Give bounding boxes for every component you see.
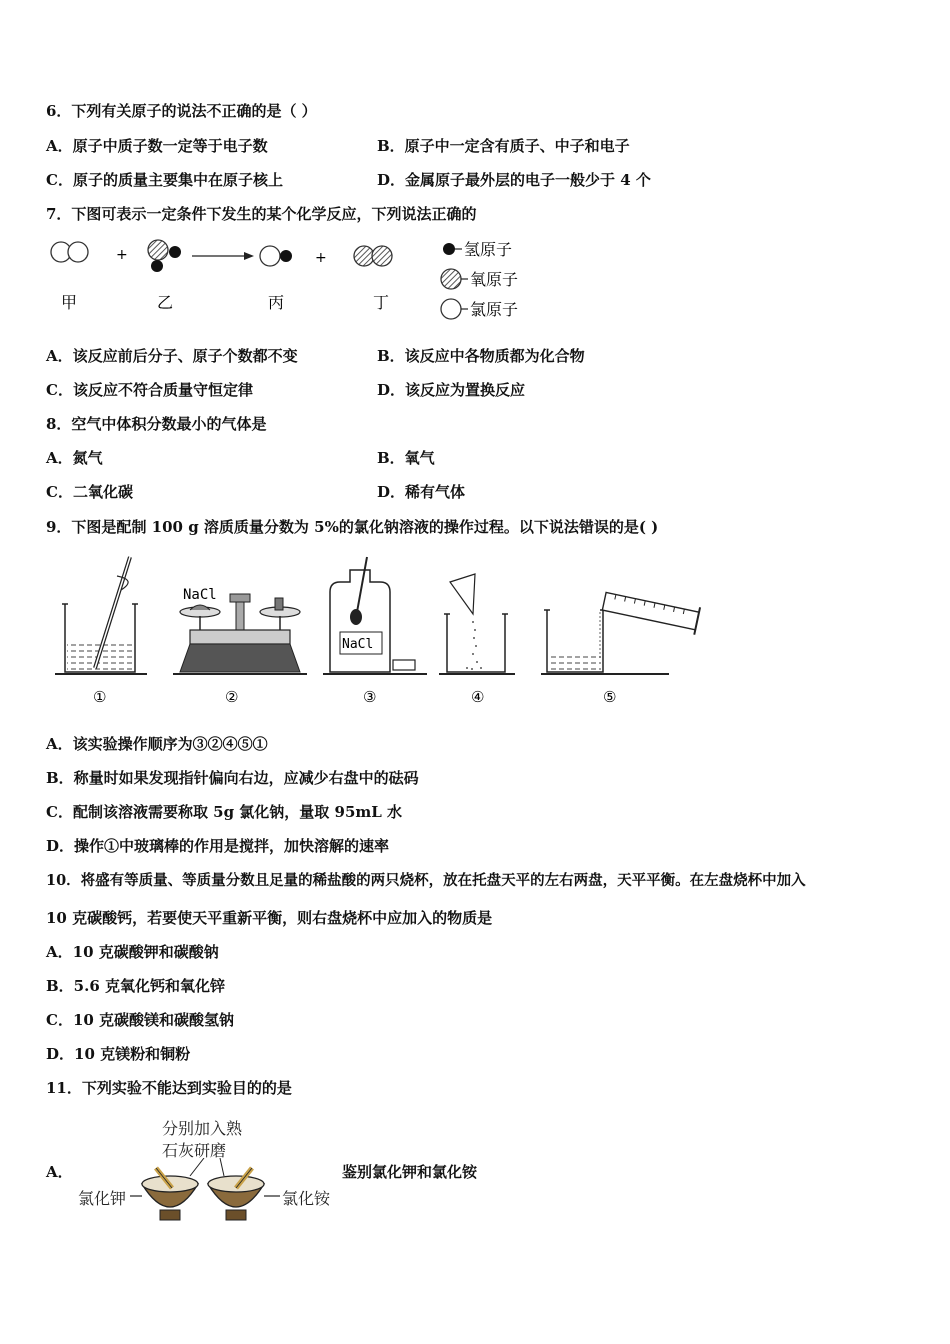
reaction-arrow — [192, 252, 254, 260]
q7-option-c: C．该反应不符合质量守恒定律 — [46, 381, 253, 399]
q8-option-c: C．二氧化碳 — [46, 483, 133, 501]
step2-weighing-balance — [173, 587, 307, 674]
q9-stem: 9．下图是配制 100 g 溶质质量分数为 5%的氯化钠溶液的操作过程。以下说法错误的是( ) — [46, 518, 659, 536]
reaction-diagram — [40, 232, 560, 327]
legend-chlorine — [441, 299, 518, 319]
svg-text:氯原子: 氯原子 — [470, 300, 519, 319]
label-jia: 甲 — [61, 293, 78, 312]
svg-text:氢原子: 氢原子 — [464, 240, 513, 259]
q9-option-d: D．操作①中玻璃棒的作用是搅拌，加快溶解的速率 — [46, 837, 390, 855]
solution-prep-figure — [55, 552, 715, 712]
step-label-5: ⑤ — [603, 688, 617, 706]
nacl-label-bottle: NaCl — [342, 637, 374, 652]
q6-option-d: D．金属原子最外层的电子一般少于 4 个 — [377, 171, 651, 189]
q8-option-d: D．稀有气体 — [377, 483, 466, 501]
q6-stem: 6．下列有关原子的说法不正确的是（ ） — [46, 102, 317, 120]
q10-option-b: B．5.6 克氧化钙和氧化锌 — [46, 977, 225, 995]
step1-dissolve-beaker — [55, 557, 147, 674]
q6-option-b: B．原子中一定含有质子、中子和电子 — [377, 137, 630, 155]
q11-option-a-desc: 鉴别氯化钾和氯化铵 — [342, 1163, 478, 1181]
molecule-bing — [260, 246, 292, 266]
q8-stem: 8．空气中体积分数最小的气体是 — [46, 415, 267, 433]
legend-oxygen — [441, 269, 518, 289]
q11-option-a-label: A． — [46, 1163, 73, 1181]
q11-right-label: 氯化铵 — [282, 1189, 331, 1208]
step3-reagent-bottle — [323, 557, 427, 674]
q11-caption-line1: 分别加入熟 — [162, 1119, 243, 1138]
q9-option-a: A．该实验操作顺序为③②④⑤① — [46, 735, 268, 753]
mortar-figure — [120, 1158, 290, 1230]
label-yi: 乙 — [157, 293, 174, 312]
molecule-yi — [148, 240, 181, 272]
nacl-label-balance: NaCl — [183, 587, 217, 603]
legend-hydrogen — [443, 240, 512, 259]
q7-option-d: D．该反应为置换反应 — [377, 381, 526, 399]
q11-left-label: 氯化钾 — [78, 1189, 127, 1208]
step-label-1: ① — [93, 688, 107, 706]
mortar-left — [142, 1168, 198, 1220]
q11-stem: 11．下列实验不能达到实验目的的是 — [46, 1079, 292, 1097]
step-label-2: ② — [225, 688, 239, 706]
mortar-right — [208, 1168, 264, 1220]
q10-stem-line1: 10．将盛有等质量、等质量分数且足量的稀盐酸的两只烧杯，放在托盘天平的左右两盘，天平平衡。在左盘烧杯中加入 — [46, 872, 806, 889]
q7-option-a: A．该反应前后分子、原子个数都不变 — [46, 347, 298, 365]
plus-sign-1: + — [116, 247, 128, 263]
step-label-4: ④ — [471, 688, 485, 706]
step4-transfer-solid — [439, 574, 515, 674]
q10-option-a: A．10 克碳酸钾和碳酸钠 — [46, 943, 219, 961]
q10-option-c: C．10 克碳酸镁和碳酸氢钠 — [46, 1011, 235, 1029]
step-label-3: ③ — [363, 688, 377, 706]
q6-option-c: C．原子的质量主要集中在原子核上 — [46, 171, 283, 189]
q7-stem: 7．下图可表示一定条件下发生的某个化学反应，下列说法正确的 — [46, 205, 477, 223]
molecule-jia — [51, 242, 88, 262]
molecule-ding — [354, 246, 392, 266]
plus-sign-2: + — [315, 250, 327, 266]
label-ding: 丁 — [373, 293, 390, 312]
q7-option-b: B．该反应中各物质都为化合物 — [377, 347, 585, 365]
q10-option-d: D．10 克镁粉和铜粉 — [46, 1045, 191, 1063]
label-bing: 丙 — [268, 293, 285, 312]
q9-option-b: B．称量时如果发现指针偏向右边，应减少右盘中的砝码 — [46, 769, 419, 787]
step5-pour-water — [541, 588, 700, 674]
q9-option-c: C．配制该溶液需要称取 5g 氯化钠，量取 95mL 水 — [46, 803, 403, 821]
q11-caption-line2: 石灰研磨 — [162, 1141, 227, 1160]
svg-text:氧原子: 氧原子 — [470, 270, 519, 289]
q6-option-a: A．原子中质子数一定等于电子数 — [46, 137, 268, 155]
q8-option-a: A．氮气 — [46, 449, 103, 467]
q10-stem-line2: 10 克碳酸钙，若要使天平重新平衡，则右盘烧杯中应加入的物质是 — [46, 909, 493, 927]
q8-option-b: B．氧气 — [377, 449, 435, 467]
